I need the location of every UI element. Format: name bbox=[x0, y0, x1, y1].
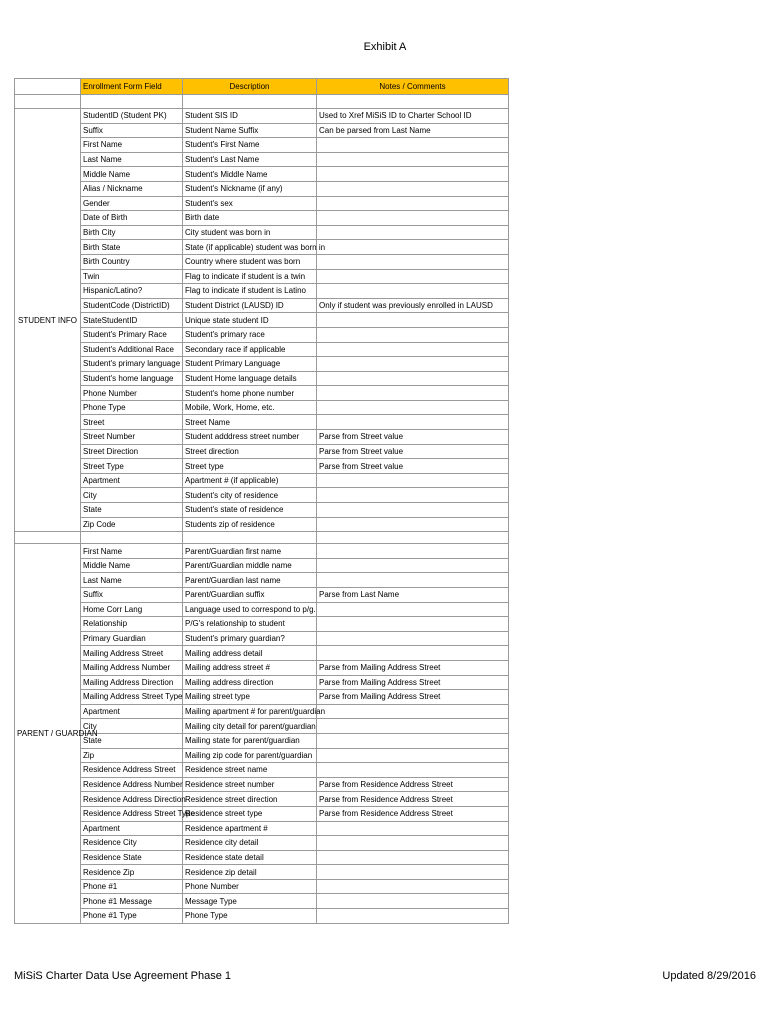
spacer-cell bbox=[183, 532, 317, 544]
notes-cell: Can be parsed from Last Name bbox=[317, 123, 509, 138]
notes-cell bbox=[317, 488, 509, 503]
field-cell: Student's primary language bbox=[81, 357, 183, 372]
description-cell: State (if applicable) student was born in bbox=[183, 240, 317, 255]
field-cell: First Name bbox=[81, 138, 183, 153]
description-cell: Student's First Name bbox=[183, 138, 317, 153]
table-row bbox=[15, 909, 509, 924]
table-row bbox=[15, 690, 509, 705]
table-row bbox=[15, 675, 509, 690]
table-row bbox=[15, 240, 509, 255]
notes-cell bbox=[317, 544, 509, 559]
field-cell: StudentID (Student PK) bbox=[81, 109, 183, 124]
notes-cell bbox=[317, 503, 509, 518]
notes-cell: Parse from Street value bbox=[317, 430, 509, 445]
description-cell: Parent/Guardian first name bbox=[183, 544, 317, 559]
table-row bbox=[15, 503, 509, 518]
description-cell: Parent/Guardian last name bbox=[183, 573, 317, 588]
field-cell: City bbox=[81, 488, 183, 503]
description-cell: Country where student was born bbox=[183, 254, 317, 269]
description-cell: Secondary race if applicable bbox=[183, 342, 317, 357]
notes-cell bbox=[317, 894, 509, 909]
notes-cell bbox=[317, 631, 509, 646]
notes-cell bbox=[317, 211, 509, 226]
field-cell: Birth State bbox=[81, 240, 183, 255]
description-cell: Mobile, Work, Home, etc. bbox=[183, 400, 317, 415]
table-row bbox=[15, 459, 509, 474]
table-row bbox=[15, 371, 509, 386]
field-cell: Alias / Nickname bbox=[81, 181, 183, 196]
field-cell: Apartment bbox=[81, 821, 183, 836]
field-cell: Twin bbox=[81, 269, 183, 284]
field-cell: City bbox=[81, 719, 183, 734]
description-cell: Phone Number bbox=[183, 879, 317, 894]
notes-cell bbox=[317, 415, 509, 430]
field-cell: Street Direction bbox=[81, 444, 183, 459]
notes-cell bbox=[317, 517, 509, 532]
description-cell: Student's sex bbox=[183, 196, 317, 211]
table-row bbox=[15, 660, 509, 675]
table-row bbox=[15, 602, 509, 617]
table-row bbox=[15, 879, 509, 894]
description-cell: City student was born in bbox=[183, 225, 317, 240]
notes-cell: Parse from Street value bbox=[317, 459, 509, 474]
page-title: Exhibit A bbox=[363, 41, 407, 53]
table-row bbox=[15, 792, 509, 807]
table-row bbox=[15, 617, 509, 632]
table-row bbox=[15, 850, 509, 865]
description-cell: Parent/Guardian middle name bbox=[183, 558, 317, 573]
notes-cell bbox=[317, 138, 509, 153]
description-cell: Mailing zip code for parent/guardian bbox=[183, 748, 317, 763]
notes-cell bbox=[317, 733, 509, 748]
notes-cell bbox=[317, 748, 509, 763]
description-cell: Message Type bbox=[183, 894, 317, 909]
table-row bbox=[15, 806, 509, 821]
table-row bbox=[15, 342, 509, 357]
table-row bbox=[15, 400, 509, 415]
description-cell: Flag to indicate if student is a twin bbox=[183, 269, 317, 284]
description-cell: Student SIS ID bbox=[183, 109, 317, 124]
footer-updated-date: Updated 8/29/2016 bbox=[662, 970, 756, 982]
description-cell: Street type bbox=[183, 459, 317, 474]
notes-cell bbox=[317, 865, 509, 880]
table-row bbox=[15, 894, 509, 909]
field-cell: Mailing Address Street Type bbox=[81, 690, 183, 705]
spacer-row bbox=[15, 95, 509, 109]
notes-cell: Parse from Residence Address Street bbox=[317, 777, 509, 792]
description-cell: Birth date bbox=[183, 211, 317, 226]
field-cell: Residence City bbox=[81, 836, 183, 851]
description-cell: Student's primary race bbox=[183, 327, 317, 342]
field-cell: Street bbox=[81, 415, 183, 430]
table-row bbox=[15, 254, 509, 269]
description-cell: Street direction bbox=[183, 444, 317, 459]
table-row bbox=[15, 544, 509, 559]
notes-cell bbox=[317, 225, 509, 240]
notes-cell bbox=[317, 269, 509, 284]
field-cell: Birth Country bbox=[81, 254, 183, 269]
table-row bbox=[15, 733, 509, 748]
description-cell: Street Name bbox=[183, 415, 317, 430]
description-cell: Student adddress street number bbox=[183, 430, 317, 445]
table-row bbox=[15, 430, 509, 445]
notes-cell bbox=[317, 909, 509, 924]
table-row bbox=[15, 386, 509, 401]
spacer-cell bbox=[81, 95, 183, 109]
header-notes: Notes / Comments bbox=[317, 79, 509, 95]
field-cell: Home Corr Lang bbox=[81, 602, 183, 617]
field-cell: Street Type bbox=[81, 459, 183, 474]
field-cell: Phone Type bbox=[81, 400, 183, 415]
field-cell: Relationship bbox=[81, 617, 183, 632]
description-cell: Student Name Suffix bbox=[183, 123, 317, 138]
notes-cell bbox=[317, 836, 509, 851]
notes-cell bbox=[317, 617, 509, 632]
notes-cell bbox=[317, 704, 509, 719]
table-row bbox=[15, 298, 509, 313]
notes-cell bbox=[317, 719, 509, 734]
header-field: Enrollment Form Field bbox=[81, 79, 183, 95]
notes-cell bbox=[317, 573, 509, 588]
field-cell: First Name bbox=[81, 544, 183, 559]
description-cell: Student's home phone number bbox=[183, 386, 317, 401]
section-label: PARENT / GUARDIAN bbox=[15, 544, 81, 923]
description-cell: Mailing address direction bbox=[183, 675, 317, 690]
field-cell: Mailing Address Street bbox=[81, 646, 183, 661]
field-cell: Residence Address Direction bbox=[81, 792, 183, 807]
spacer-cell bbox=[81, 532, 183, 544]
table-row bbox=[15, 109, 509, 124]
field-cell: Last Name bbox=[81, 573, 183, 588]
section-label: STUDENT INFO bbox=[15, 109, 81, 532]
field-cell: Gender bbox=[81, 196, 183, 211]
notes-cell bbox=[317, 763, 509, 778]
table-row bbox=[15, 313, 509, 328]
table-row bbox=[15, 573, 509, 588]
table-row bbox=[15, 138, 509, 153]
notes-cell bbox=[317, 879, 509, 894]
field-cell: StudentCode (DistrictID) bbox=[81, 298, 183, 313]
table-row bbox=[15, 167, 509, 182]
field-cell: Apartment bbox=[81, 473, 183, 488]
description-cell: Residence street number bbox=[183, 777, 317, 792]
field-cell: Primary Guardian bbox=[81, 631, 183, 646]
field-cell: Student's Primary Race bbox=[81, 327, 183, 342]
field-cell: Hispanic/Latino? bbox=[81, 284, 183, 299]
notes-cell: Parse from Residence Address Street bbox=[317, 792, 509, 807]
table-row bbox=[15, 777, 509, 792]
field-cell: Birth City bbox=[81, 225, 183, 240]
table-row bbox=[15, 488, 509, 503]
notes-cell: Parse from Residence Address Street bbox=[317, 806, 509, 821]
field-cell: State bbox=[81, 733, 183, 748]
table-row bbox=[15, 211, 509, 226]
table-row bbox=[15, 415, 509, 430]
notes-cell bbox=[317, 196, 509, 211]
table-row bbox=[15, 763, 509, 778]
table-row bbox=[15, 225, 509, 240]
description-cell: Language used to correspond to p/g. bbox=[183, 602, 317, 617]
field-cell: Mailing Address Direction bbox=[81, 675, 183, 690]
description-cell: Mailing apartment # for parent/guardian bbox=[183, 704, 317, 719]
table-row bbox=[15, 473, 509, 488]
notes-cell bbox=[317, 371, 509, 386]
field-cell: Phone #1 bbox=[81, 879, 183, 894]
field-cell: Residence Zip bbox=[81, 865, 183, 880]
field-cell: Residence Address Street Type bbox=[81, 806, 183, 821]
description-cell: Phone Type bbox=[183, 909, 317, 924]
table-row bbox=[15, 631, 509, 646]
description-cell: Mailing address street # bbox=[183, 660, 317, 675]
notes-cell: Only if student was previously enrolled in LAUSD bbox=[317, 298, 509, 313]
description-cell: Residence apartment # bbox=[183, 821, 317, 836]
description-cell: Flag to indicate if student is Latino bbox=[183, 284, 317, 299]
notes-cell bbox=[317, 167, 509, 182]
notes-cell: Parse from Street value bbox=[317, 444, 509, 459]
field-cell: Phone #1 Message bbox=[81, 894, 183, 909]
table-row bbox=[15, 865, 509, 880]
notes-cell bbox=[317, 357, 509, 372]
notes-cell bbox=[317, 850, 509, 865]
field-cell: StateStudentID bbox=[81, 313, 183, 328]
spacer-cell bbox=[317, 95, 509, 109]
field-cell: Middle Name bbox=[81, 167, 183, 182]
notes-cell bbox=[317, 342, 509, 357]
spacer-cell bbox=[317, 532, 509, 544]
field-cell: Apartment bbox=[81, 704, 183, 719]
description-cell: Mailing address detail bbox=[183, 646, 317, 661]
description-cell: Student's Last Name bbox=[183, 152, 317, 167]
notes-cell: Parse from Mailing Address Street bbox=[317, 660, 509, 675]
table-row bbox=[15, 646, 509, 661]
table-row bbox=[15, 719, 509, 734]
notes-cell bbox=[317, 313, 509, 328]
description-cell: Residence zip detail bbox=[183, 865, 317, 880]
table-row bbox=[15, 748, 509, 763]
notes-cell: Parse from Last Name bbox=[317, 588, 509, 603]
description-cell: Apartment # (if applicable) bbox=[183, 473, 317, 488]
field-cell: Mailing Address Number bbox=[81, 660, 183, 675]
table-row bbox=[15, 357, 509, 372]
description-cell: Student's Nickname (if any) bbox=[183, 181, 317, 196]
description-cell: Student's Middle Name bbox=[183, 167, 317, 182]
notes-cell bbox=[317, 646, 509, 661]
table-row bbox=[15, 196, 509, 211]
footer-document-name: MiSiS Charter Data Use Agreement Phase 1 bbox=[14, 970, 232, 982]
table-row bbox=[15, 517, 509, 532]
description-cell: Student's city of residence bbox=[183, 488, 317, 503]
field-cell: Phone #1 Type bbox=[81, 909, 183, 924]
spacer-cell bbox=[15, 532, 81, 544]
notes-cell bbox=[317, 284, 509, 299]
header-blank-cell bbox=[15, 79, 81, 95]
table-row bbox=[15, 284, 509, 299]
field-cell: Student's Additional Race bbox=[81, 342, 183, 357]
notes-cell bbox=[317, 240, 509, 255]
field-cell: State bbox=[81, 503, 183, 518]
table-row bbox=[15, 588, 509, 603]
description-cell: Residence street type bbox=[183, 806, 317, 821]
notes-cell bbox=[317, 181, 509, 196]
description-cell: Student Primary Language bbox=[183, 357, 317, 372]
description-cell: Residence city detail bbox=[183, 836, 317, 851]
description-cell: Student's primary guardian? bbox=[183, 631, 317, 646]
notes-cell bbox=[317, 254, 509, 269]
description-cell: Mailing state for parent/guardian bbox=[183, 733, 317, 748]
description-cell: Residence street direction bbox=[183, 792, 317, 807]
table-row bbox=[15, 152, 509, 167]
table-row bbox=[15, 836, 509, 851]
field-cell: Zip Code bbox=[81, 517, 183, 532]
spacer-cell bbox=[15, 95, 81, 109]
notes-cell: Used to Xref MiSiS ID to Charter School ID bbox=[317, 109, 509, 124]
table-header-row bbox=[15, 79, 509, 95]
description-cell: Student Home language details bbox=[183, 371, 317, 386]
description-cell: Students zip of residence bbox=[183, 517, 317, 532]
table-row bbox=[15, 181, 509, 196]
field-cell: Phone Number bbox=[81, 386, 183, 401]
field-cell: Last Name bbox=[81, 152, 183, 167]
description-cell: Mailing street type bbox=[183, 690, 317, 705]
field-cell: Suffix bbox=[81, 588, 183, 603]
spacer-cell bbox=[183, 95, 317, 109]
field-cell: Zip bbox=[81, 748, 183, 763]
enrollment-field-table bbox=[14, 78, 509, 924]
table-row bbox=[15, 558, 509, 573]
notes-cell bbox=[317, 821, 509, 836]
field-cell: Suffix bbox=[81, 123, 183, 138]
spacer-row bbox=[15, 532, 509, 544]
notes-cell bbox=[317, 473, 509, 488]
notes-cell: Parse from Mailing Address Street bbox=[317, 675, 509, 690]
notes-cell bbox=[317, 602, 509, 617]
header-description: Description bbox=[183, 79, 317, 95]
notes-cell bbox=[317, 327, 509, 342]
notes-cell bbox=[317, 558, 509, 573]
description-cell: Unique state student ID bbox=[183, 313, 317, 328]
table-row bbox=[15, 704, 509, 719]
field-cell: Middle Name bbox=[81, 558, 183, 573]
field-cell: Student's home language bbox=[81, 371, 183, 386]
table-row bbox=[15, 821, 509, 836]
notes-cell bbox=[317, 152, 509, 167]
notes-cell bbox=[317, 400, 509, 415]
description-cell: Residence street name bbox=[183, 763, 317, 778]
description-cell: P/G's relationship to student bbox=[183, 617, 317, 632]
field-cell: Residence Address Number bbox=[81, 777, 183, 792]
field-cell: Date of Birth bbox=[81, 211, 183, 226]
table-row bbox=[15, 444, 509, 459]
description-cell: Student's state of residence bbox=[183, 503, 317, 518]
table-row bbox=[15, 123, 509, 138]
field-cell: Residence Address Street bbox=[81, 763, 183, 778]
field-cell: Street Number bbox=[81, 430, 183, 445]
field-cell: Residence State bbox=[81, 850, 183, 865]
notes-cell bbox=[317, 386, 509, 401]
description-cell: Parent/Guardian suffix bbox=[183, 588, 317, 603]
table-row bbox=[15, 269, 509, 284]
description-cell: Residence state detail bbox=[183, 850, 317, 865]
description-cell: Mailing city detail for parent/guardian bbox=[183, 719, 317, 734]
description-cell: Student District (LAUSD) ID bbox=[183, 298, 317, 313]
table-row bbox=[15, 327, 509, 342]
notes-cell: Parse from Mailing Address Street bbox=[317, 690, 509, 705]
